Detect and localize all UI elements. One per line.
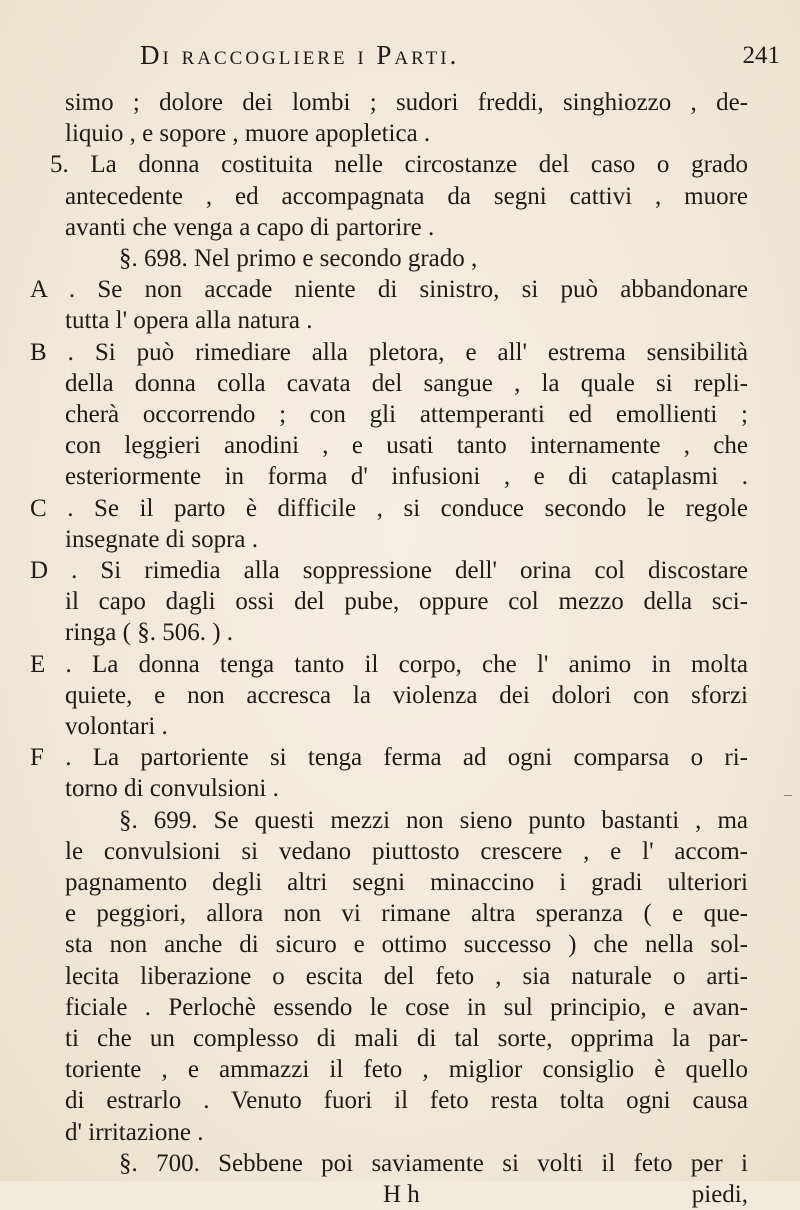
text-line: d' irritazione . bbox=[65, 1118, 204, 1146]
text-line: 5. La donna costituita nelle circostanze del caso o grado bbox=[50, 151, 748, 179]
text-line: liquio , e sopore , muore apopletica . bbox=[65, 120, 431, 148]
text-line: avanti che venga a capo di partorire . bbox=[65, 213, 435, 241]
text-line: esteriormente in forma d' infusioni , e di cataplasmi . bbox=[65, 463, 748, 491]
text-line: quiete, e non accresca la violenza dei dolori con sforzi bbox=[65, 681, 748, 709]
text-line: toriente , e ammazzi il feto , miglior consiglio è quello bbox=[65, 1056, 748, 1084]
text-line: B . Si può rimediare alla pletora, e all' estrema sensibilità bbox=[30, 338, 748, 366]
text-line: della donna colla cavata del sangue , la quale si repli- bbox=[65, 369, 748, 397]
text-line: pagnamento degli altri segni minaccino i gradi ulteriori bbox=[65, 869, 748, 896]
page-number: 241 bbox=[742, 42, 780, 69]
fold-mark bbox=[784, 795, 792, 796]
text-line: §. 699. Se questi mezzi non sieno punto bastanti , ma bbox=[119, 806, 748, 834]
text-line: D . Si rimedia alla soppressione dell' orina col discostare bbox=[30, 557, 748, 584]
catchword: piedi, bbox=[691, 1181, 748, 1208]
text-line: A . Se non accade niente di sinistro, si può abbandonare bbox=[30, 276, 748, 304]
text-line: ti che un complesso di mali di tal sorte, opprima la par- bbox=[65, 1025, 748, 1052]
text-line: simo ; dolore dei lombi ; sudori freddi, singhiozzo , de- bbox=[65, 89, 748, 116]
running-title: Di raccogliere i Parti. bbox=[140, 40, 460, 70]
text-line: il capo dagli ossi del pube, oppure col mezzo della sci- bbox=[65, 588, 748, 616]
text-line: di estrarlo . Venuto fuori il feto resta tolta ogni causa bbox=[65, 1087, 748, 1115]
text-line: le convulsioni si vedano piuttosto crescere , e l' accom- bbox=[65, 837, 748, 865]
text-line: antecedente , ed accompagnata da segni cattivi , muore bbox=[65, 182, 748, 210]
text-line: torno di convulsioni . bbox=[65, 775, 279, 803]
text-line: ringa ( §. 506. ) . bbox=[65, 619, 234, 647]
text-line: E . La donna tenga tanto il corpo, che l' animo in molta bbox=[30, 650, 748, 678]
page-header bbox=[140, 40, 780, 80]
text-line: §. 698. Nel primo e secondo grado , bbox=[119, 245, 478, 272]
text-line: lecita liberazione o escita del feto , sia naturale o arti- bbox=[65, 962, 748, 990]
text-line: sta non anche di sicuro e ottimo successo ) che nella sol- bbox=[65, 931, 748, 959]
text-line: ficiale . Perlochè essendo le cose in sul principio, e avan- bbox=[65, 993, 748, 1021]
text-line: C . Se il parto è difficile , si conduce secondo le regole bbox=[30, 494, 748, 522]
signature-mark: H h bbox=[383, 1181, 420, 1208]
text-line: con leggieri anodini , e usati tanto internamente , che bbox=[65, 432, 748, 460]
text-line: cherà occorrendo ; con gli attemperanti ed emollienti ; bbox=[65, 401, 748, 428]
text-line: §. 700. Sebbene poi saviamente si volti il feto per i bbox=[119, 1149, 748, 1177]
text-line: e peggiori, allora non vi rimane altra speranza ( e que- bbox=[65, 900, 748, 928]
text-line: volontari . bbox=[65, 713, 168, 740]
text-line: F . La partoriente si tenga ferma ad ogni comparsa o ri- bbox=[30, 744, 748, 772]
text-line: insegnate di sopra . bbox=[65, 525, 259, 553]
footer-line bbox=[65, 1180, 748, 1210]
text-line: tutta l' opera alla natura . bbox=[65, 307, 313, 335]
